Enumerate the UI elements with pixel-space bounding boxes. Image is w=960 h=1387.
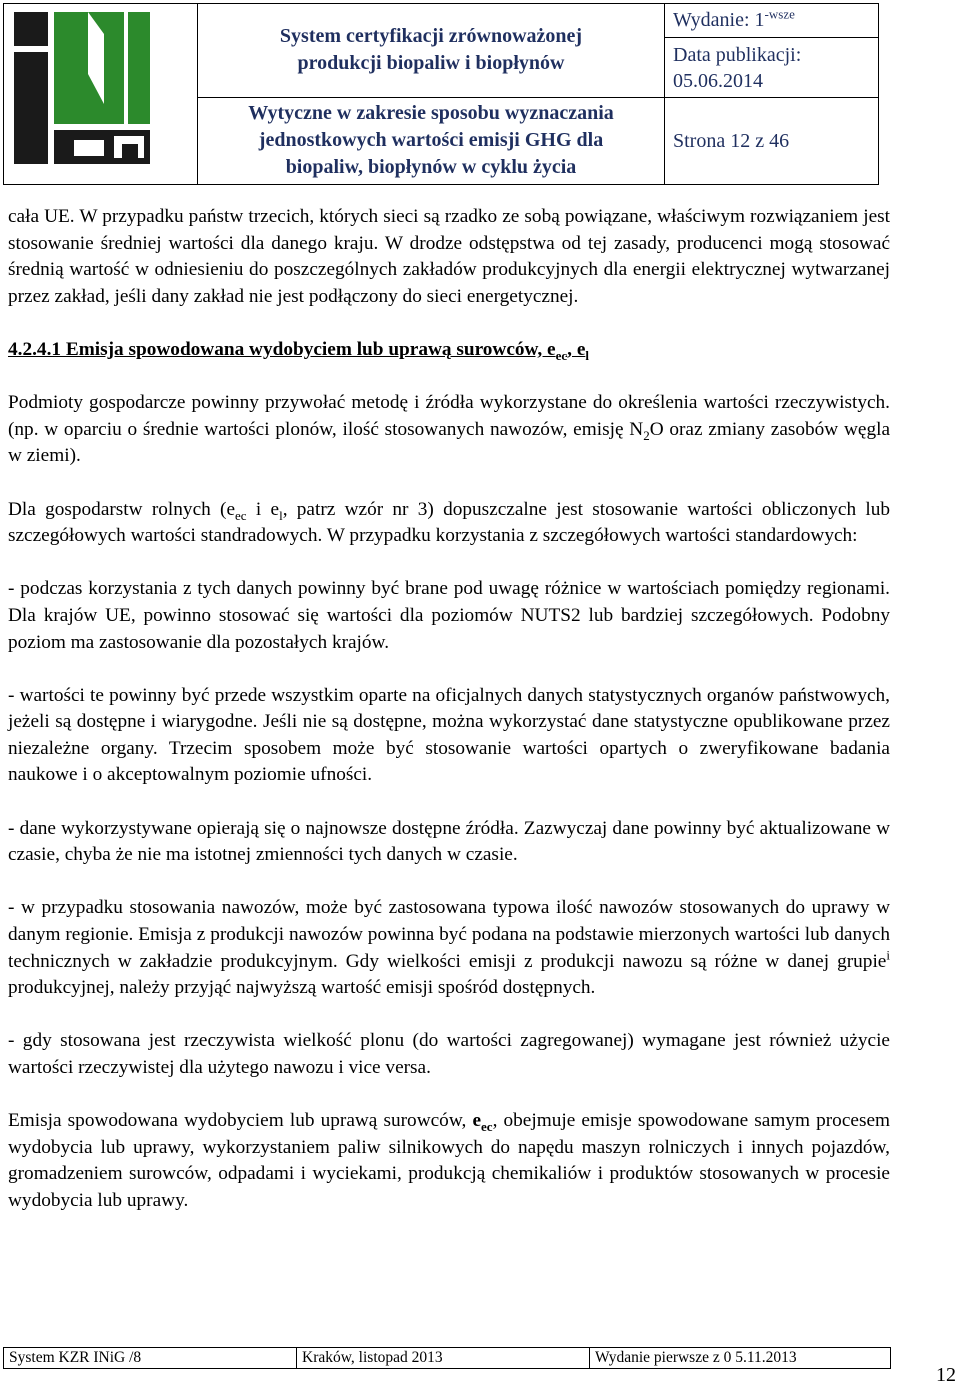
heading-text: 4.2.4.1 Emisja spowodowana wydobyciem lub uprawą surowców, e [8,338,556,360]
paragraph-operators-methods [8,390,890,470]
publication-date [665,37,878,94]
section-heading-4-2-4-1 [8,337,890,364]
p9-text-b: , obejmuje emisje spowodowane samym procesem wydobycia lub uprawy, wykorzystaniem paliw silnikowych do napędu maszyn rolniczych i innych pojazdów, gromadzeniem surowców, odpadami i wyciekami, produkcją chemikaliów i produktów stosowanych w procesie wydobycia lub uprawy. [8,1110,890,1211]
p3-text-a: Dla gospodarstw rolnych (e [8,498,236,520]
p2-text-b: O oraz zmiany zasobów węgla w ziemi). [8,418,891,467]
paragraph-eec-definition [8,1108,890,1214]
p2-text-a: Podmioty gospodarcze powinny przywołać metodę i źródła wykorzystane do określenia wartości rzeczywistych. (np. w oparciu o średnie wartości plonów, ilość stosowanych nawozów, emisję N [8,392,890,440]
document-header [3,3,879,185]
guidelines-title-line1: Wytyczne w zakresie sposobu wyznaczania [248,102,614,125]
p9-subscript-ec: ec [481,1119,493,1135]
pub-date-value: 05.06.2014 [673,69,763,92]
guidelines-title-line2: jednostkowych wartości emisji GHG dla [258,129,604,152]
pub-date-label: Data publikacji: [673,43,802,66]
heading-separator: , e [567,338,586,360]
page-label: Strona 12 z 46 [673,129,790,152]
p7-text-a: - w przypadku stosowania nawozów, może być zastosowana typowa ilość nawozów stosowanych do uprawy w danym regionie. Emisja z produkcji nawozów powinna być podana na podstawie mierzonych wartości lub danych technicznych w zakładzie produkcyjnym. Gdy wielkości emisji z produkcji nawozu są różne w danej grupie [8,897,890,972]
p3-subscript-l: l [279,507,283,523]
bullet-fertilizers [8,895,890,1001]
system-title-line2: produkcji biopaliw i biopłynów [297,52,565,75]
footer-place-date: Kraków, listopad 2013 [297,1348,590,1369]
bullet-actual-yield: - gdy stosowana jest rzeczywista wielkość plonu (do wartości zagregowanej) wymagane jest również użycie wartości rzeczywistej dla użytego nawozu i vice versa. [8,1030,890,1078]
p9-bold-e: e [472,1110,482,1132]
system-title-cell [198,4,665,98]
system-title-line1: System certyfikacji zrównoważonej [279,25,583,48]
heading-subscript-ec: ec [555,347,568,363]
heading-subscript-l: l [585,347,589,363]
logo-cell [4,4,198,185]
page-number: 12 [936,1364,956,1386]
p7-footnote-ref: i [886,947,890,963]
p9-text-a: Emisja spowodowana wydobyciem lub uprawą surowców, [8,1110,473,1132]
p2-subscript: 2 [643,427,650,443]
bullet-official-statistics: - wartości te powinny być przede wszystkim oparte na oficjalnych danych statystycznych organów państwowych, jeżeli są dostępne i wiarygodne. Jeśli nie są dostępne, można wykorzystać dane statystyczne opublikowane przez niezależne organy. Trzecim sposobem może być stosowanie wartości opartych o zweryfikowane badania naukowe i o akceptowalnym poziomie ufności. [8,684,890,786]
bullet-latest-sources: - dane wykorzystywane opierają się o najnowsze dostępne źródła. Zazwyczaj dane powinny być aktualizowane w czasie, chyba że nie ma istotnej zmienności tych danych w czasie. [8,817,890,866]
bullet-regional-differences: - podczas korzystania z tych danych powinny być brane pod uwagę różnice w wartościach pomiędzy regionami. Dla krajów UE, powinno stosować się wartości dla poziomów NUTS2 lub bardziej szczegółowych. Podobny poziom ma zastosowanie dla pozostałych krajów. [8,578,890,653]
guidelines-title-cell [198,97,665,184]
edition-cell [665,4,879,98]
p3-subscript-ec: ec [235,507,247,523]
edition-sup: -wsze [764,6,795,22]
document-footer [3,1347,891,1369]
document-body [8,204,890,1232]
p3-text-c: , patrz wzór nr 3) dopuszczalne jest stosowanie wartości obliczonych lub szczegółowych wartości standradowych. W przypadku korzystania z szczegółowych wartości standardowych: [8,498,890,547]
paragraph-farms [8,497,890,550]
p3-text-b: i e [246,498,280,520]
footer-system: System KZR INiG /8 [4,1348,297,1369]
inig-logo [4,4,195,179]
guidelines-title-line3: biopaliw, biopłynów w cyklu życia [285,156,577,179]
footer-edition: Wydanie pierwsze z 0 5.11.2013 [590,1348,891,1369]
p7-text-b: produkcyjnej, należy przyjąć najwyższą wartość emisji spośród dostępnych. [8,977,596,999]
edition-label: Wydanie: 1 [673,8,765,31]
page-info-cell [665,97,879,184]
edition [673,7,878,33]
paragraph-grid-emissions: cała UE. W przypadku państw trzecich, których sieci są rzadko ze sobą powiązane, właściwym rozwiązaniem jest stosowanie średniej wartości dla danego kraju. W drodze odstępstwa od tej zasady, producenci mogą stosować średnią wartość w odniesieniu do poszczególnych zakładów produkcyjnych dla energii elektrycznej wytwarzanej przez zakład, jeśli dany zakład nie jest podłączony do sieci energetycznej. [8,206,890,307]
logo-text: INiG [164,174,166,175]
